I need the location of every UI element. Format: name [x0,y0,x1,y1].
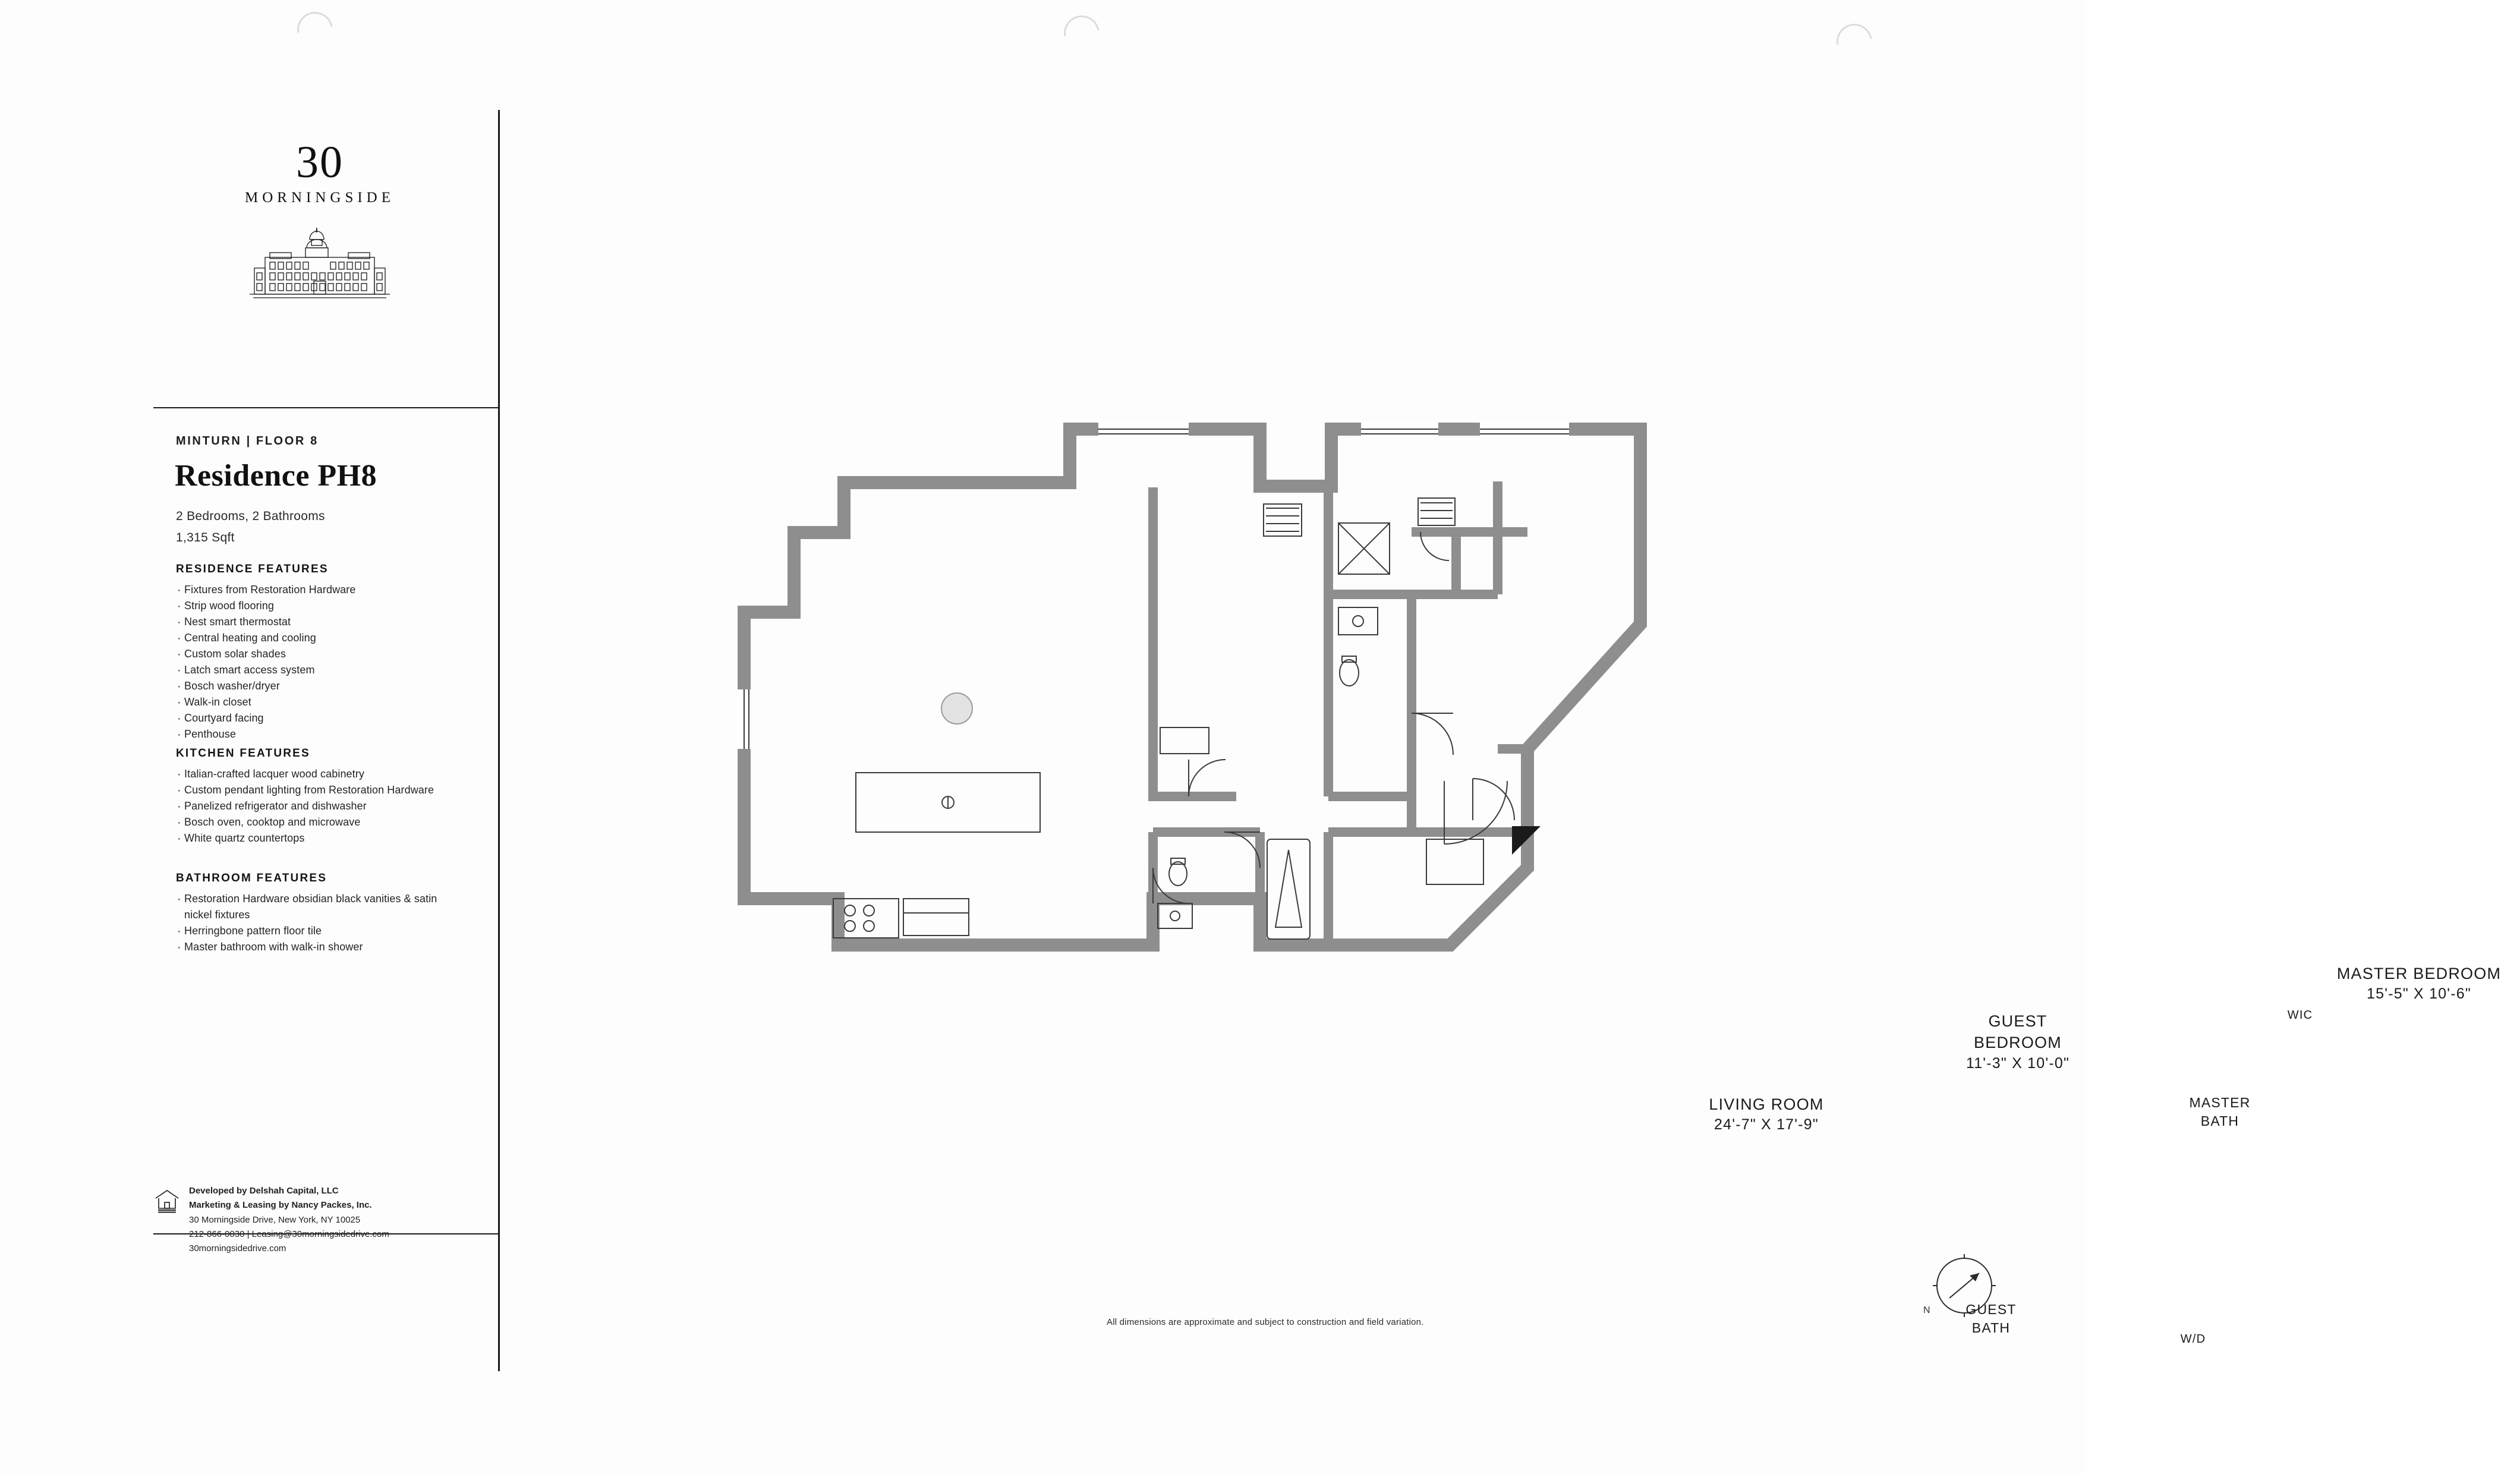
footer [153,1184,510,1256]
list-item: · Herringbone pattern floor tile [176,923,467,939]
list-item: · Bosch oven, cooktop and microwave [176,814,467,830]
vertical-divider [498,110,500,1371]
bathroom-features-list [176,891,467,955]
kitchen-features-list [176,766,467,846]
room-label-master-bedroom: MASTER BEDROOM 15'-5" X 10'-6" [2336,965,2502,1003]
brand-logo [165,137,474,317]
list-item: · Latch smart access system [176,662,467,678]
list-item: · Fixtures from Restoration Hardware [176,582,467,598]
list-item: · Master bathroom with walk-in shower [176,939,467,955]
list-item: · Courtyard facing [176,710,467,726]
compass-north-label: N [1923,1305,1930,1315]
residence-features-list [176,582,467,742]
kitchen-features-section [176,747,467,846]
footer-website[interactable]: 30morningsidedrive.com [189,1243,286,1254]
list-item: · Custom solar shades [176,646,467,662]
list-item: · Italian-crafted lacquer wood cabinetry [176,766,467,782]
page-title: Residence PH8 [175,459,377,493]
list-item: · Walk-in closet [176,694,467,710]
residence-features-heading: RESIDENCE FEATURES [176,563,329,575]
punch-mark [1829,17,1879,67]
list-item: · Restoration Hardware obsidian black vanities & satin nickel fixtures [176,891,467,923]
bathroom-features-heading: BATHROOM FEATURES [176,872,327,884]
room-label-living-room: LIVING ROOM 24'-7" X 17'-9" [1709,1095,1824,1133]
footer-contact[interactable]: 212-866-0030 | Leasing@30morningsidedrive.com [189,1229,389,1239]
list-item: · Bosch washer/dryer [176,678,467,694]
punch-mark [1057,8,1107,58]
punch-mark [290,5,340,55]
room-label-wic: WIC [2287,1009,2313,1022]
brand-word: MORNINGSIDE [245,190,395,206]
list-item: · Strip wood flooring [176,598,467,614]
list-item: · Nest smart thermostat [176,614,467,630]
room-label-master-bath: MASTER BATH [2189,1095,2251,1129]
room-label-guest-bedroom: GUEST BEDROOM 11'-3" X 10'-0" [1965,1012,2070,1072]
equal-housing-opportunity-icon [153,1186,181,1214]
footer-address: 30 Morningside Drive, New York, NY 10025 [189,1214,361,1225]
beds-baths: 2 Bedrooms, 2 Bathrooms [176,509,325,523]
square-footage: 1,315 Sqft [176,531,235,544]
residence-features-section [176,563,467,742]
kitchen-features-heading: KITCHEN FEATURES [176,747,310,760]
room-label-guest-bath: GUEST BATH [1965,1302,2017,1336]
divider-top [153,407,498,408]
footer-text-block [189,1184,389,1256]
list-item: · White quartz countertops [176,830,467,846]
disclaimer-text: All dimensions are approximate and subject to construction and field variation. [1107,1317,1424,1327]
footer-developer: Developed by Delshah Capital, LLC [189,1186,339,1196]
info-panel [153,110,498,1370]
list-item: · Custom pendant lighting from Restoration Hardware [176,782,467,798]
residence-meta: MINTURN | FLOOR 8 [176,434,319,448]
footer-marketing: Marketing & Leasing by Nancy Packes, Inc. [189,1200,372,1211]
room-label-washer-dryer: W/D [2180,1333,2206,1346]
building-illustration-icon [165,222,474,317]
list-item: · Central heating and cooling [176,630,467,646]
list-item: · Panelized refrigerator and dishwasher [176,798,467,814]
bathroom-features-section [176,872,467,955]
brand-number: 30 [296,137,344,187]
list-item: · Penthouse [176,726,467,742]
